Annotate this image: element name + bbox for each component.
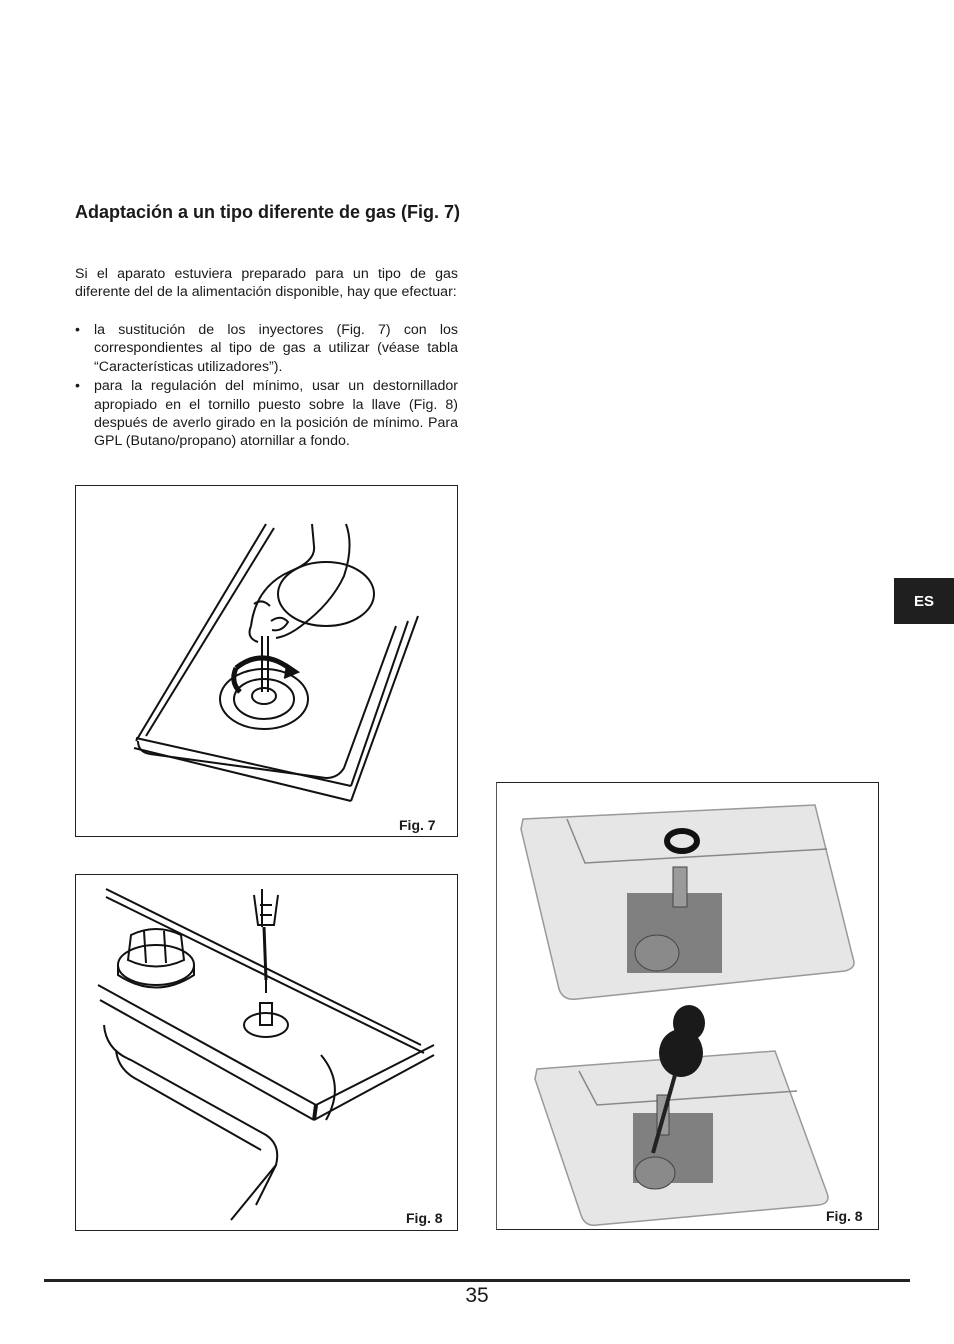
bullet-icon: • [75, 378, 80, 395]
list-item-text: la sustitución de los inyectores (Fig. 7) con los correspondientes al tipo de gas a utilizar (véase tabla “Características utilizadores”). [94, 322, 458, 375]
tap-adjustment-render [497, 783, 878, 1229]
list-item [75, 377, 458, 451]
figure-7 [75, 485, 458, 837]
figure-7-caption: Fig. 7 [399, 817, 436, 833]
footer-divider [44, 1279, 910, 1282]
screwdriver-adjustment-illustration [76, 875, 457, 1230]
language-tab: ES [894, 578, 954, 624]
intro-paragraph: Si el aparato estuviera preparado para un tipo de gas diferente del de la alimentación disponible, hay que efectuar: [75, 266, 458, 301]
bullet-icon: • [75, 322, 80, 338]
figure-8-render [496, 782, 879, 1230]
injector-replacement-illustration [76, 486, 457, 836]
figure-8-caption-right: Fig. 8 [826, 1208, 863, 1224]
page-number: 35 [465, 1284, 489, 1307]
figure-8-caption-left: Fig. 8 [406, 1210, 443, 1226]
list-item [75, 321, 458, 376]
figure-8-line [75, 874, 458, 1231]
instruction-list [75, 321, 458, 452]
section-heading: Adaptación a un tipo diferente de gas (Fig. 7) [75, 202, 461, 222]
list-item-text: para la regulación del mínimo, usar un destornillador apropiado en el tornillo puesto sobre la llave (Fig. 8) después de averlo girado en la posición de mínimo. Para GPL (Butano/propano) atornillar a fondo. [94, 378, 458, 450]
